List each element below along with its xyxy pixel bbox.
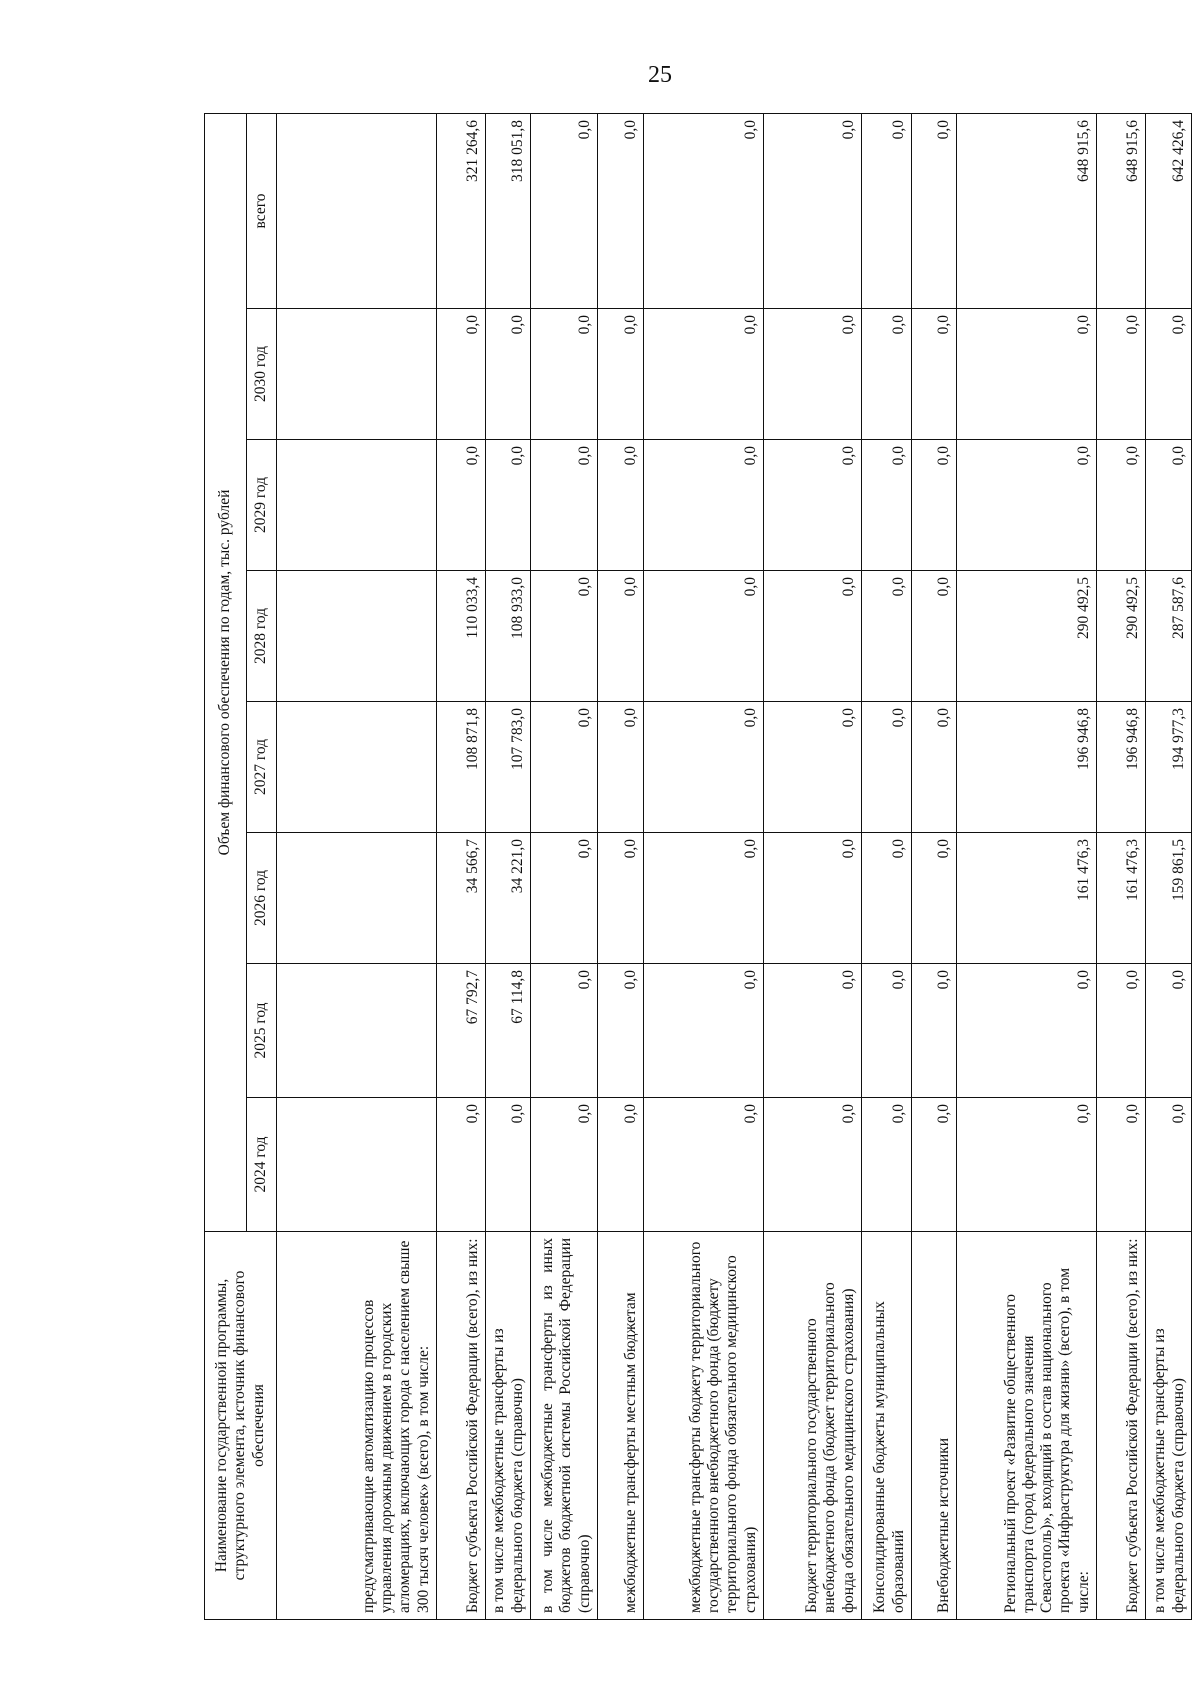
rotated-table-container	[204, 114, 1187, 1620]
value-cell: 287 587,6	[1146, 571, 1192, 702]
value-cell: 159 861,5	[1146, 833, 1192, 964]
value-cell: 0,0	[764, 114, 862, 309]
value-cell	[277, 1098, 437, 1232]
row-label: в том числе межбюджетные трансферты из иных бюджетов бюджетной системы Российской Федерации (справочно)	[531, 1232, 598, 1620]
value-cell	[277, 964, 437, 1098]
value-cell: 0,0	[912, 571, 957, 702]
value-cell: 161 476,3	[1097, 833, 1146, 964]
value-cell: 0,0	[912, 702, 957, 833]
value-cell: 0,0	[644, 114, 764, 309]
table-row	[437, 114, 486, 1620]
table-row	[1146, 114, 1192, 1620]
value-cell: 0,0	[598, 702, 644, 833]
row-label: предусматривающие автоматизацию процессов управления дорожным движением в городских агломерациях, включающих города с населением свыше 300 тысяч человек» (всего), в том числе:	[277, 1232, 437, 1620]
value-cell: 0,0	[644, 571, 764, 702]
year-header: 2027 год	[247, 702, 277, 833]
value-cell: 0,0	[644, 833, 764, 964]
value-cell	[277, 440, 437, 571]
value-cell: 0,0	[912, 309, 957, 440]
value-cell: 0,0	[644, 309, 764, 440]
table-row	[486, 114, 531, 1620]
row-label: межбюджетные трансферты бюджету территориального государственного внебюджетного фонда (бюджету территориального фонда обязательного медицинского страхования)	[644, 1232, 764, 1620]
value-cell: 0,0	[912, 114, 957, 309]
value-cell: 0,0	[912, 440, 957, 571]
table-row	[764, 114, 862, 1620]
value-cell: 0,0	[1097, 1098, 1146, 1232]
value-cell: 0,0	[957, 309, 1097, 440]
value-cell	[277, 114, 437, 309]
value-cell: 0,0	[957, 964, 1097, 1098]
value-cell: 0,0	[644, 964, 764, 1098]
value-cell: 0,0	[912, 964, 957, 1098]
value-cell: 0,0	[598, 1098, 644, 1232]
page-number: 25	[648, 62, 672, 88]
value-cell: 0,0	[764, 702, 862, 833]
row-label: Консолидированные бюджеты муниципальных образований	[862, 1232, 912, 1620]
value-cell: 0,0	[531, 964, 598, 1098]
value-cell: 0,0	[1146, 440, 1192, 571]
table-row	[957, 114, 1097, 1620]
table-row	[598, 114, 644, 1620]
volume-header: Объем финансового обеспечения по годам, тыс. рублей	[205, 114, 247, 1232]
value-cell: 0,0	[486, 1098, 531, 1232]
value-cell: 0,0	[598, 833, 644, 964]
value-cell: 0,0	[1097, 309, 1146, 440]
value-cell: 107 783,0	[486, 702, 531, 833]
table-row	[644, 114, 764, 1620]
value-cell: 0,0	[598, 964, 644, 1098]
row-label: в том числе межбюджетные трансферты из федерального бюджета (справочно)	[1146, 1232, 1192, 1620]
value-cell: 0,0	[644, 440, 764, 571]
value-cell: 321 264,6	[437, 114, 486, 309]
year-header: 2028 год	[247, 571, 277, 702]
row-label: межбюджетные трансферты местным бюджетам	[598, 1232, 644, 1620]
table-body	[277, 114, 1192, 1620]
value-cell: 0,0	[764, 964, 862, 1098]
value-cell: 67 114,8	[486, 964, 531, 1098]
value-cell: 0,0	[531, 440, 598, 571]
value-cell: 0,0	[862, 440, 912, 571]
value-cell: 0,0	[486, 309, 531, 440]
row-label: Внебюджетные источники	[912, 1232, 957, 1620]
value-cell: 110 033,4	[437, 571, 486, 702]
value-cell: 0,0	[764, 833, 862, 964]
row-label: Бюджет территориального государственного внебюджетного фонда (бюджет территориального фонда обязательного медицинского страхования)	[764, 1232, 862, 1620]
value-cell: 0,0	[862, 114, 912, 309]
value-cell: 642 426,4	[1146, 114, 1192, 309]
row-label: в том числе межбюджетные трансферты из федерального бюджета (справочно)	[486, 1232, 531, 1620]
value-cell: 161 476,3	[957, 833, 1097, 964]
financing-table	[204, 113, 1192, 1620]
value-cell	[277, 571, 437, 702]
value-cell: 108 933,0	[486, 571, 531, 702]
value-cell: 0,0	[912, 1098, 957, 1232]
value-cell: 0,0	[598, 571, 644, 702]
value-cell: 0,0	[598, 440, 644, 571]
value-cell: 0,0	[598, 309, 644, 440]
value-cell: 0,0	[912, 833, 957, 964]
year-header: 2024 год	[247, 1098, 277, 1232]
name-header: Наименование государственной программы, структурного элемента, источник финансового обеспечения	[205, 1232, 277, 1620]
value-cell: 67 792,7	[437, 964, 486, 1098]
value-cell: 0,0	[437, 440, 486, 571]
value-cell: 0,0	[1146, 309, 1192, 440]
year-header: 2025 год	[247, 964, 277, 1098]
value-cell: 0,0	[862, 571, 912, 702]
year-header: всего	[247, 114, 277, 309]
value-cell: 0,0	[764, 1098, 862, 1232]
value-cell: 0,0	[531, 309, 598, 440]
value-cell: 0,0	[531, 571, 598, 702]
year-header: 2030 год	[247, 309, 277, 440]
value-cell: 0,0	[862, 964, 912, 1098]
value-cell: 0,0	[957, 1098, 1097, 1232]
value-cell: 0,0	[531, 702, 598, 833]
value-cell	[277, 309, 437, 440]
value-cell: 0,0	[764, 440, 862, 571]
value-cell: 0,0	[531, 114, 598, 309]
table-row	[862, 114, 912, 1620]
value-cell: 0,0	[644, 702, 764, 833]
value-cell	[277, 833, 437, 964]
value-cell: 0,0	[764, 309, 862, 440]
value-cell: 290 492,5	[1097, 571, 1146, 702]
table-row	[531, 114, 598, 1620]
value-cell: 0,0	[957, 440, 1097, 571]
value-cell: 0,0	[644, 1098, 764, 1232]
table-row	[277, 114, 437, 1620]
value-cell: 0,0	[1097, 964, 1146, 1098]
value-cell: 0,0	[862, 833, 912, 964]
row-label: Региональный проект «Развитие общественного транспорта (город федерального значения Севастополь)», входящий в состав национального проекта «Инфраструктура для жизни» (всего), в том числе:	[957, 1232, 1097, 1620]
value-cell: 0,0	[862, 702, 912, 833]
value-cell: 0,0	[486, 440, 531, 571]
value-cell: 34 221,0	[486, 833, 531, 964]
value-cell: 648 915,6	[1097, 114, 1146, 309]
value-cell: 0,0	[1146, 964, 1192, 1098]
value-cell: 0,0	[862, 309, 912, 440]
value-cell: 34 566,7	[437, 833, 486, 964]
value-cell: 108 871,8	[437, 702, 486, 833]
value-cell: 290 492,5	[957, 571, 1097, 702]
value-cell: 194 977,3	[1146, 702, 1192, 833]
value-cell: 0,0	[437, 309, 486, 440]
value-cell: 0,0	[862, 1098, 912, 1232]
table-row	[1097, 114, 1146, 1620]
value-cell	[277, 702, 437, 833]
table-row	[912, 114, 957, 1620]
value-cell: 196 946,8	[1097, 702, 1146, 833]
year-header: 2026 год	[247, 833, 277, 964]
value-cell: 0,0	[437, 1098, 486, 1232]
value-cell: 0,0	[1097, 440, 1146, 571]
value-cell: 0,0	[1146, 1098, 1192, 1232]
value-cell: 318 051,8	[486, 114, 531, 309]
value-cell: 648 915,6	[957, 114, 1097, 309]
year-header: 2029 год	[247, 440, 277, 571]
row-label: Бюджет субъекта Российской Федерации (всего), из них:	[437, 1232, 486, 1620]
value-cell: 0,0	[598, 114, 644, 309]
value-cell: 196 946,8	[957, 702, 1097, 833]
value-cell: 0,0	[531, 1098, 598, 1232]
value-cell: 0,0	[531, 833, 598, 964]
value-cell: 0,0	[764, 571, 862, 702]
row-label: Бюджет субъекта Российской Федерации (всего), из них:	[1097, 1232, 1146, 1620]
